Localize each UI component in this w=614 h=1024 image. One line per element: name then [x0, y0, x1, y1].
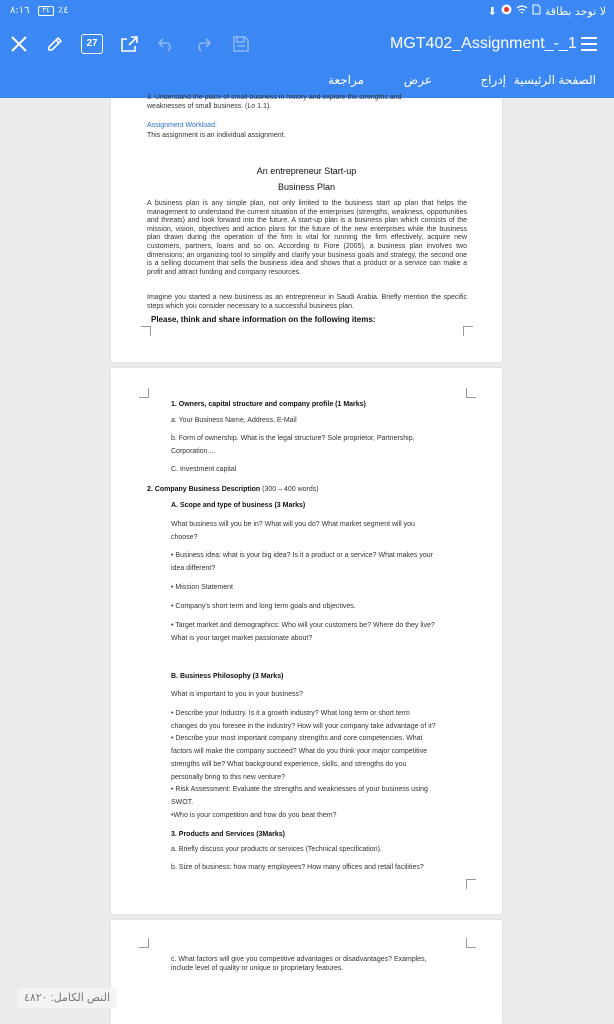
section-2-word-count: (300 – 400 words) — [262, 486, 319, 493]
section-2-title: 2. Company Business Description — [147, 486, 261, 493]
undo-button[interactable] — [155, 32, 177, 56]
menu-icon — [580, 36, 598, 52]
imagine-paragraph: Imagine you started a new business as an entrepreneur in Saudi Arabia. Briefly mention the specific steps which you consider necessary to a successful business plan. — [147, 294, 467, 310]
page-count-button[interactable] — [81, 32, 103, 56]
section-2b-heading: B. Business Philosophy (3 Marks) — [171, 673, 284, 680]
crop-mark — [139, 388, 149, 398]
tab-home[interactable]: الصفحة الرئيسية — [513, 73, 596, 87]
crop-mark — [466, 388, 476, 398]
section-2a-heading: A. Scope and type of business (3 Marks) — [171, 502, 306, 509]
redo-button[interactable] — [192, 32, 214, 56]
risk-line-1: • Risk Assessment: Evaluate the strengths and weaknesses of your business using — [171, 786, 428, 793]
section-3-b: b. Size of business: how many employees? How many offices and retail facilities? — [171, 864, 424, 871]
industry-line-2: changes do you foresee in the industry? How will your company take advantage of it? — [171, 723, 436, 730]
strengths-line-3: strengths will be? What background experience, skills, and strengths do you — [171, 761, 407, 768]
section-2-heading — [147, 486, 319, 495]
cut-off-line: 3. Understand the place of small business in history and explore the strengths and — [147, 94, 402, 101]
mission-statement: • Mission Statement — [171, 584, 233, 591]
app-toolbar — [0, 24, 614, 66]
section-2b-question: What is important to you in your business? — [171, 691, 303, 698]
pencil-icon — [46, 35, 64, 53]
crop-mark — [466, 879, 476, 889]
workload-heading: Assignment Workload: — [147, 122, 217, 129]
menu-button[interactable] — [578, 32, 600, 56]
goals-line: • Company's short term and long term goals and objectives. — [171, 603, 356, 610]
section-1-a: a. Your Business Name, Address, E-Mail — [171, 417, 297, 424]
section-1-heading: 1. Owners, capital structure and company profile (1 Marks) — [171, 401, 366, 408]
share-icon — [119, 35, 139, 53]
battery-icon: ٣٤ — [38, 6, 54, 16]
close-button[interactable] — [8, 32, 30, 56]
save-icon — [232, 35, 250, 53]
section-1-b-line-2: Corporation.... — [171, 448, 216, 455]
crop-mark — [466, 938, 476, 948]
status-bar — [0, 0, 614, 24]
doc-title-line-1: An entrepreneur Start-up — [256, 166, 357, 176]
strengths-line-1: • Describe your most important company strengths and core competencies. What — [171, 735, 423, 742]
section-1-c: C. Investment capital — [171, 466, 237, 473]
crop-mark — [139, 938, 149, 948]
crop-mark — [463, 326, 473, 336]
section-3-heading: 3. Products and Services (3Marks) — [171, 831, 285, 838]
document-title: MGT402_Assignment_-_1 — [390, 35, 577, 52]
cut-off-line-2: weaknesses of small business. (Lo 1.1). — [147, 103, 272, 110]
document-page-1[interactable] — [111, 94, 502, 362]
section-3-c-line-2: include level of quality or unique or proprietary features. — [171, 965, 344, 972]
redo-icon — [194, 35, 212, 53]
undo-icon — [157, 35, 175, 53]
strengths-line-2: factors will make the company succeed? What do you think your major competitive — [171, 748, 428, 755]
target-market-line-1: • Target market and demographics: Who will your customers be? Where do they live? — [171, 622, 435, 629]
workload-text: This assignment is an individual assignment. — [147, 132, 286, 139]
wifi-icon — [516, 5, 528, 19]
instruction-line: Please, think and share information on the following items: — [151, 315, 376, 324]
strengths-line-4: personally bring to this new venture? — [171, 774, 286, 781]
full-text-count-badge[interactable]: النص الكامل: ٤٨٢٠ — [17, 988, 117, 1008]
save-button[interactable] — [230, 32, 252, 56]
section-1-b-line-1: b. Form of ownership. What is the legal structure? Sole proprietor, Partnership, — [171, 435, 415, 442]
tab-insert[interactable]: إدراج — [480, 73, 506, 87]
crop-mark — [141, 326, 151, 336]
section-3-c-line-1: c. What factors will give you competitive advantages or disadvantages? Examples, — [171, 956, 427, 963]
document-page-2[interactable] — [111, 368, 502, 914]
battery-percent: ٪٤ — [58, 5, 69, 16]
business-idea-line-1: • Business idea: what is your big idea? Is it a product or a service? What makes your — [171, 552, 433, 559]
business-idea-line-2: idea different? — [171, 565, 216, 572]
competition-line: •Who is your competition and how do you beat them? — [171, 812, 337, 819]
close-icon — [10, 35, 28, 53]
sim-icon — [532, 4, 541, 19]
edit-button[interactable] — [44, 32, 66, 56]
page-count-badge: 27 — [81, 34, 103, 54]
tab-review[interactable]: مراجعة — [327, 73, 364, 87]
risk-line-2: SWOT. — [171, 799, 194, 806]
section-2a-q-line-1: What business will you be in? What will you do? What market segment will you — [171, 521, 415, 528]
status-time: ٨:١٦ — [10, 5, 30, 16]
carrier-text: لا توجد بطاقة — [544, 5, 606, 18]
section-3-a: a. Briefly discuss your products or services (Technical specification). — [171, 846, 382, 853]
document-page-3[interactable] — [111, 920, 502, 1024]
shield-icon — [501, 4, 512, 19]
section-2a-q-line-2: choose? — [171, 534, 198, 541]
tab-view[interactable]: عرض — [403, 73, 432, 87]
business-plan-paragraph: A business plan is any simple plan, not only limited to the business start up plan that helps the management to understand the current situation of the enterprises (strengths, weakness, opportunities and threats) and look forward into the future. A start-up plan is a business plan which consists of the mission, vision, objectives and action plans for the future of the new enterprises while the business plan drawn during the operation of the firm is vital for running the firm effectively, acquire new customers, partners, loans and so on. According to Fiore (2005), a business plan involves two dimensions; an organizing tool to simplify and clarify your business goals and strategy, the second one is a selling document that sells the business idea and shows that a product or a service can make a profit and attract funding and company resources. — [147, 200, 467, 276]
doc-title-line-2: Business Plan — [277, 182, 336, 192]
industry-line-1: • Describe your Industry. Is it a growth industry? What long term or short term — [171, 710, 410, 717]
share-button[interactable] — [117, 32, 141, 56]
status-right-group — [488, 4, 606, 19]
download-icon: ⬇ — [487, 5, 497, 18]
target-market-line-2: What is your target market passionate about? — [171, 635, 313, 642]
